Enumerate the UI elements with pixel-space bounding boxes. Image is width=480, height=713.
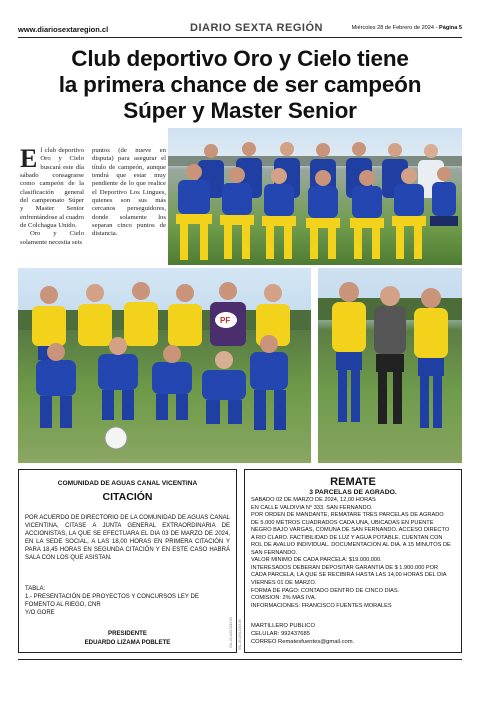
article-paragraph-1: l club deportivo Oro y Cielo buscará este día sábado consagrarse como campeón de la clasificación general del campeonato Súper y Master Senior enfrentándose al cuadro de Colchagua Unido. <box>20 147 84 230</box>
citacion-tabla-item-2: Y/O GORE <box>25 610 55 616</box>
citacion-body: POR ACUERDO DE DIRECTORIO DE LA COMUNIDAD DE AGUAS CANAL VICENTINA, CITASE A JUNTA GENERAL EXTRAORDINARIA DE ACCIONISTAS, LA QUE SE EFECTUARA EL DIA 03 DE MARZO DE 2024, EN LA SEDE SOCIAL, A LAS 18,00 HORAS EN PRIMERA CITACIÓN Y PARA 18,45 HORAS EN SEGUNDA CITACIÓN Y EN ESTE CASO HABRÁ SALA CON LOS QUE ASISTAN. <box>25 515 230 562</box>
citacion-side-code: VSL-09-ASS-0219-03 <box>229 617 233 648</box>
remate-body <box>251 497 451 610</box>
header-rule <box>18 37 462 38</box>
remate-side-code: VSL-09-ASS-0219-05 <box>238 619 242 650</box>
remate-notice <box>238 469 462 653</box>
article-headline <box>18 46 462 124</box>
team-photo-3 <box>318 268 462 463</box>
headline-line-1: Club deportivo Oro y Cielo tiene <box>71 46 409 71</box>
headline-line-3: Súper y Master Senior <box>123 98 357 123</box>
kneeling-players <box>36 335 288 449</box>
citacion-tabla-label: TABLA: <box>25 586 46 592</box>
drop-cap: E <box>20 144 38 173</box>
citacion-signer-role: PRESIDENTE <box>108 630 147 637</box>
team-photo-3-figures <box>318 268 462 463</box>
remate-contact <box>251 623 457 646</box>
team-photo-2 <box>18 268 311 463</box>
article-column-2: puntos (de nueve en disputa) para asegurar el título de campeón, aunque tendrá que estar muy pendiente de lo que realice el Deportivo Los Lingues, quienes son sus más cercanos perseguidores, donde solamente los separan cinco puntos de distancia. <box>92 147 166 238</box>
issue-date-text: Miércoles 28 de Febrero de 2024 - <box>351 25 439 31</box>
article-column-1 <box>20 144 84 247</box>
remate-subtitle: 3 PARCELAS DE AGRADO. <box>309 489 397 496</box>
team-photo-2-figures <box>18 268 311 463</box>
remate-line-5: INTERESADOS DEBERAN DEPOSITAR GARANTIA DE $ 1.900.000 POR CADA PARCELA, LA QUE SE RECIBIRÁ HASTA LAS 14,00 HORAS DEL DIA VIERNES 01 DE MARZO. <box>251 564 447 587</box>
citacion-org: COMUNIDAD DE AGUAS CANAL VICENTINA <box>57 480 198 487</box>
site-url[interactable]: www.diariosextaregion.cl <box>18 25 109 34</box>
remate-line-8: INFORMACIONES: FRANCISCO FUENTES MORALES <box>251 602 392 609</box>
article-paragraph-2: Oro y Cielo solamente necesita seis <box>20 230 84 246</box>
citacion-signer-name: EDUARDO LIZAMA POBLETE <box>84 639 171 646</box>
footer-rule <box>18 659 462 660</box>
team-photo-1-figures <box>168 128 462 265</box>
newspaper-name: DIARIO SEXTA REGIÓN <box>190 22 323 34</box>
page-number: Página 5 <box>438 25 462 31</box>
citacion-tabla-item: 1.- PRESENTACIÓN DE PROYECTOS Y CONCURSOS LEY DE FOMENTO AL RIEGO, CNR <box>25 594 199 609</box>
remate-line-4: VALOR MINIMO DE CADA PARCELA: $19.000.000. <box>251 557 382 564</box>
remate-title: REMATE <box>330 476 376 488</box>
remate-line-6: FORMA DE PAGO: CONTADO DENTRO DE CINCO DIAS. <box>251 587 400 594</box>
citacion-notice <box>18 469 237 653</box>
remate-contact-phone: CELULAR: 992437685 <box>251 630 310 637</box>
remate-contact-role: MARTILLERO PUBLICO <box>251 623 315 629</box>
remate-line-2: EN CALLE VALDIVIA N° 333. SAN FERNANDO. <box>251 504 373 511</box>
remate-line-1: SABADO 02 DE MARZO DE 2024, 12,00 HORAS <box>251 497 376 503</box>
team-photo-1 <box>168 128 462 265</box>
remate-contact-email[interactable]: CORREO Rematesfuentes@gmail.com. <box>251 638 355 645</box>
citacion-title: CITACIÓN <box>102 491 153 503</box>
page-header <box>18 22 462 38</box>
remate-line-7: COMISION: 2% MAS IVA. <box>251 595 317 602</box>
issue-date <box>352 25 462 31</box>
remate-line-3: POR ORDEN DE MANDANTE, REMATARE TRES PARCELAS DE AGRADO DE 5.000 METROS CUADRADOS CADA UNA, UBICADAS EN PUENTE NEGRO BAJO VARGAS, COMUNA DE SAN FERNANDO. ACCESO DIRECTO A RIO CLARO. FACTIBILIDAD DE LUZ Y AGUA POTABLE. CUENTAN CON ROL DE AVALUO INDIVIDUAL. DOCUMENTACION AL DIA. A 15 MINUTOS DE SAN FERNANDO. <box>251 512 451 556</box>
svg-text:PF: PF <box>220 316 231 325</box>
headline-line-2: la primera chance de ser campeón <box>58 72 422 97</box>
